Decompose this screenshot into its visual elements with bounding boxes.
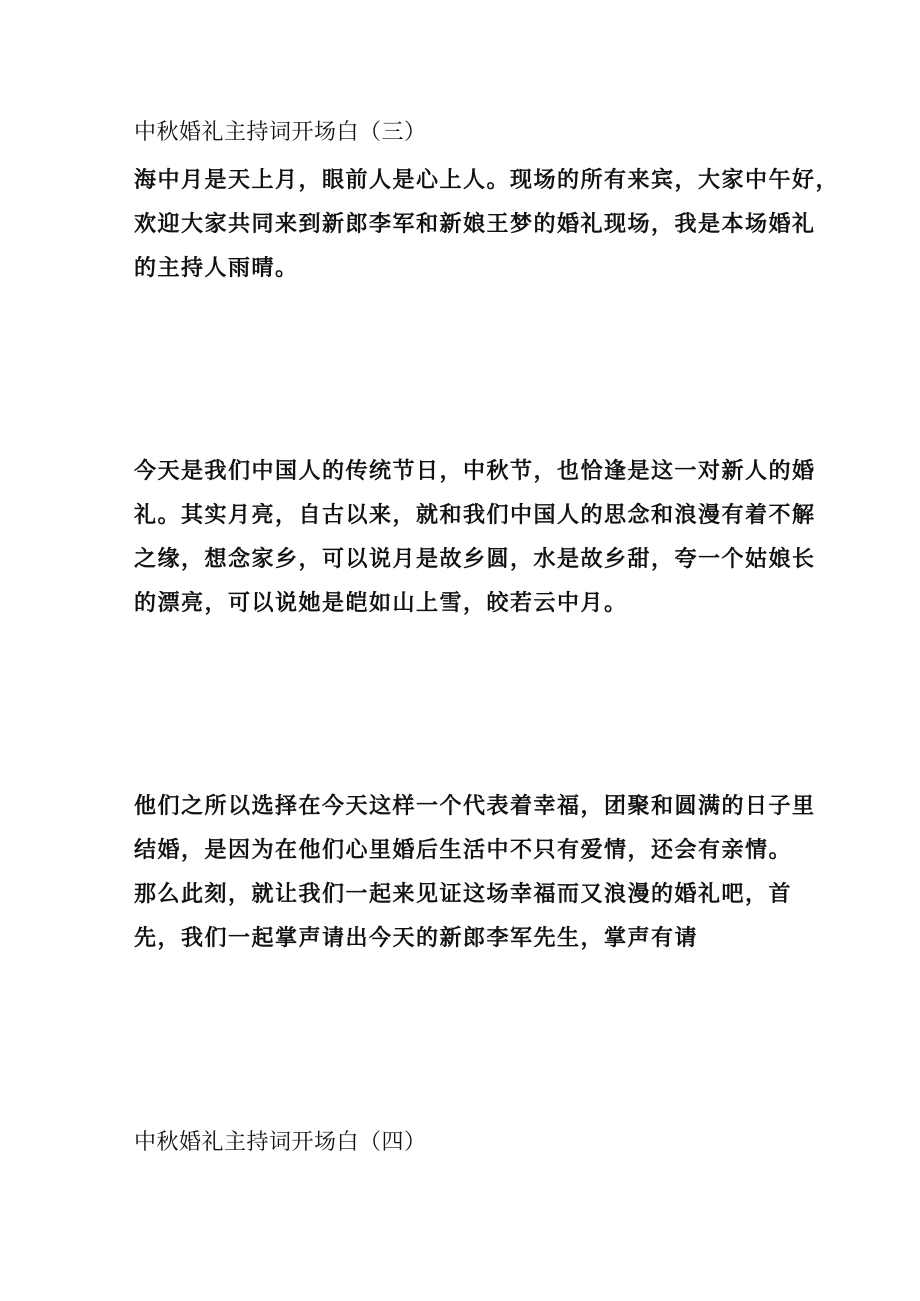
paragraph-line: 的漂亮，可以说她是皑如山上雪，皎若云中月。	[134, 591, 628, 616]
paragraph-mid-autumn	[134, 450, 824, 626]
paragraph-line: 欢迎大家共同来到新郎李军和新娘王梦的婚礼现场，我是本场婚礼	[134, 212, 816, 237]
paragraph-invitation	[134, 785, 824, 961]
next-section-heading: 中秋婚礼主持词开场白（四）	[134, 1130, 427, 1155]
paragraph-line: 的主持人雨晴。	[134, 256, 299, 281]
paragraph-line: 海中月是天上月，眼前人是心上人。现场的所有来宾，大家中午好，	[134, 168, 840, 193]
paragraph-line: 他们之所以选择在今天这样一个代表着幸福，团聚和圆满的日子里	[134, 794, 816, 819]
paragraph-line: 先，我们一起掌声请出今天的新郎李军先生，掌声有请	[134, 926, 699, 951]
paragraph-line: 礼。其实月亮，自古以来，就和我们中国人的思念和浪漫有着不解	[134, 503, 816, 528]
paragraph-line: 那么此刻，就让我们一起来见证这场幸福而又浪漫的婚礼吧，首	[134, 882, 793, 907]
section-heading: 中秋婚礼主持词开场白（三）	[134, 120, 427, 145]
paragraph-line: 今天是我们中国人的传统节日，中秋节，也恰逢是这一对新人的婚	[134, 459, 816, 484]
paragraph-line: 结婚，是因为在他们心里婚后生活中不只有爱情，还会有亲情。	[134, 838, 793, 863]
paragraph-greeting	[134, 159, 840, 291]
paragraph-line: 之缘，想念家乡，可以说月是故乡圆，水是故乡甜，夸一个姑娘长	[134, 547, 816, 572]
